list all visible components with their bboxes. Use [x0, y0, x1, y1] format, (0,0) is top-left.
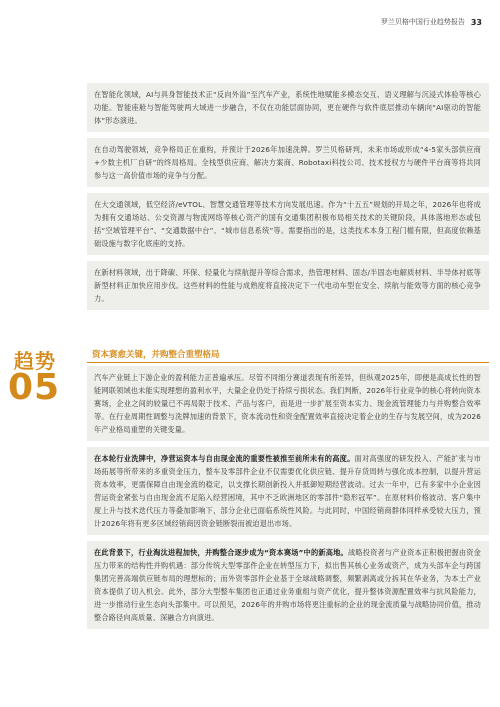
body-block — [87, 366, 489, 441]
body-text: 战略投资者与产业资本正积极把握由资金压力带来的结构性并购机遇：部分传统大型零部件企业在转型压力下，拟出售其核心业务或资产，成为头部车企与跨国集团完善高端供应链布局的理想标的；而外资零部件企业基于全球战略调整，频繁剥离或分拆其在华业务，为本土产业资本提供了切入机会。此外，部分大型整车集团也正通过业务重组与资产优化，提升整体资源配置效率与抗风险能力，进一步推动行业生态向头部集中。可以预见，2026年的并购市场将更注重标的企业的现金流质量与战略协同价值，推动整合路径向高质量、深融合方向演进。 — [94, 548, 482, 622]
report-title: 罗兰贝格中国行业趋势报告 — [380, 18, 465, 26]
body-paragraph — [94, 371, 481, 436]
body-block — [87, 447, 489, 535]
section-divider — [87, 362, 489, 363]
intro-block — [87, 138, 489, 187]
page-number: 33 — [470, 17, 482, 27]
intro-section — [87, 83, 489, 316]
trend-label: 趋势 — [14, 349, 56, 373]
paragraph-lead: 在本轮行业洗牌中，净营运资本与自由现金流的重要性被推至前所未有的高度。 — [94, 454, 355, 463]
section-title: 资本赛愈关键，并购整合重塑格局 — [92, 350, 220, 360]
body-block — [87, 541, 489, 629]
body-paragraph — [94, 452, 481, 530]
trend-number: 05 — [8, 367, 61, 408]
intro-paragraph: 在智能化领域，AI与具身智能技术正“反向外溢”至汽车产业，系统性地赋能多模态交互、语义理解与沉浸式体验等核心功能。智能座舱与智能驾驶两大域进一步融合，不仅在功能层面协同，更在硬件与软件底层推动车辆向“AI驱动的智能体”形态演进。 — [94, 90, 481, 125]
body-text: 面对高强度的研发投入、产能扩张与市场拓展等所带来的多重资金压力，整车及零部件企业不仅需要优化供应链、提升存货周转与强化成本控制，以提升营运资本效率，更需保障自由现金流的稳定，以支撑长期创新投入并抵御短期经营波动。过去一年中，已有多家中小企业因营运资金紧张与自由现金流不足陷入经营困境，其中不乏欧洲地区的零部件“隐形冠军”。在原材料价格波动、客户集中度上升与技术迭代压力等叠加影响下，部分企业已面临系统性风险。与此同时，中国经销商群体同样承受较大压力，预计2026年将有更多区域经销商因资金链断裂而被迫退出市场。 — [94, 454, 481, 528]
intro-block — [87, 261, 489, 310]
intro-block — [87, 193, 489, 255]
intro-block — [87, 83, 489, 132]
intro-paragraph: 在自动驾驶领域，竞争格局正在重构，并预计于2026年加速洗牌。罗兰贝格研判，未来市场或形成“4-5家头部供应商+少数主机厂自研”的终局格局。全栈型供应商、解决方案商、Robotaxi科技公司、技术授权方与硬件平台商等将共同参与这一高价值市场的竞争与分配。 — [94, 145, 481, 180]
intro-paragraph: 在新材料领域，出于降碳、环保、轻量化与续航提升等综合需求，热管理材料、固态/半固态电解质材料、半导体衬底等新型材料正加快应用步伐。这些材料的性能与成熟度将直接决定下一代电动车型在安全、续航与能效等方面的核心竞争力。 — [94, 268, 481, 303]
body-paragraph — [94, 546, 481, 624]
intro-paragraph: 在大交通领域，低空经济/eVTOL、智慧交通管理等技术方向发展迅速。作为“十五五”规划的开局之年，2026年也将成为拥有交通场站、公交资源与物流网络等核心资产的国有交通集团积极布局相关技术的关键阶段，具体落地形态或包括“空域管理平台”、“交通数据中台”、“城市信息系统”等。需要指出的是，这类技术本身工程门槛有限，但高度依赖基础设施与数字化底座的支持。 — [94, 200, 481, 248]
report-header — [381, 16, 482, 28]
trend-section — [87, 366, 489, 635]
body-text: 汽车产业链上下游企业的盈利能力正普遍承压。尽管不同细分赛道表现有所差异，但纵观2025年，即便是高成长性的智能网联领域也未能实现理想的盈利水平，大量企业仍处于持续亏损状态。我们判断，2026年行业竞争的核心将转向资本赛场，企业之间的较量已不再局限于技术、产品与客户，而是进一步扩展至资本实力、现金流管理能力与并购整合效率等。在行业周期性调整与洗牌加速的背景下，资本流动性和资金配置效率直接决定着企业的生存与发展空间，成为2026年产业格局重塑的关键变量。 — [94, 373, 481, 434]
paragraph-lead: 在此背景下，行业淘汰进程加快，并购整合逐步成为“资本赛场”中的新高地。 — [94, 548, 348, 557]
